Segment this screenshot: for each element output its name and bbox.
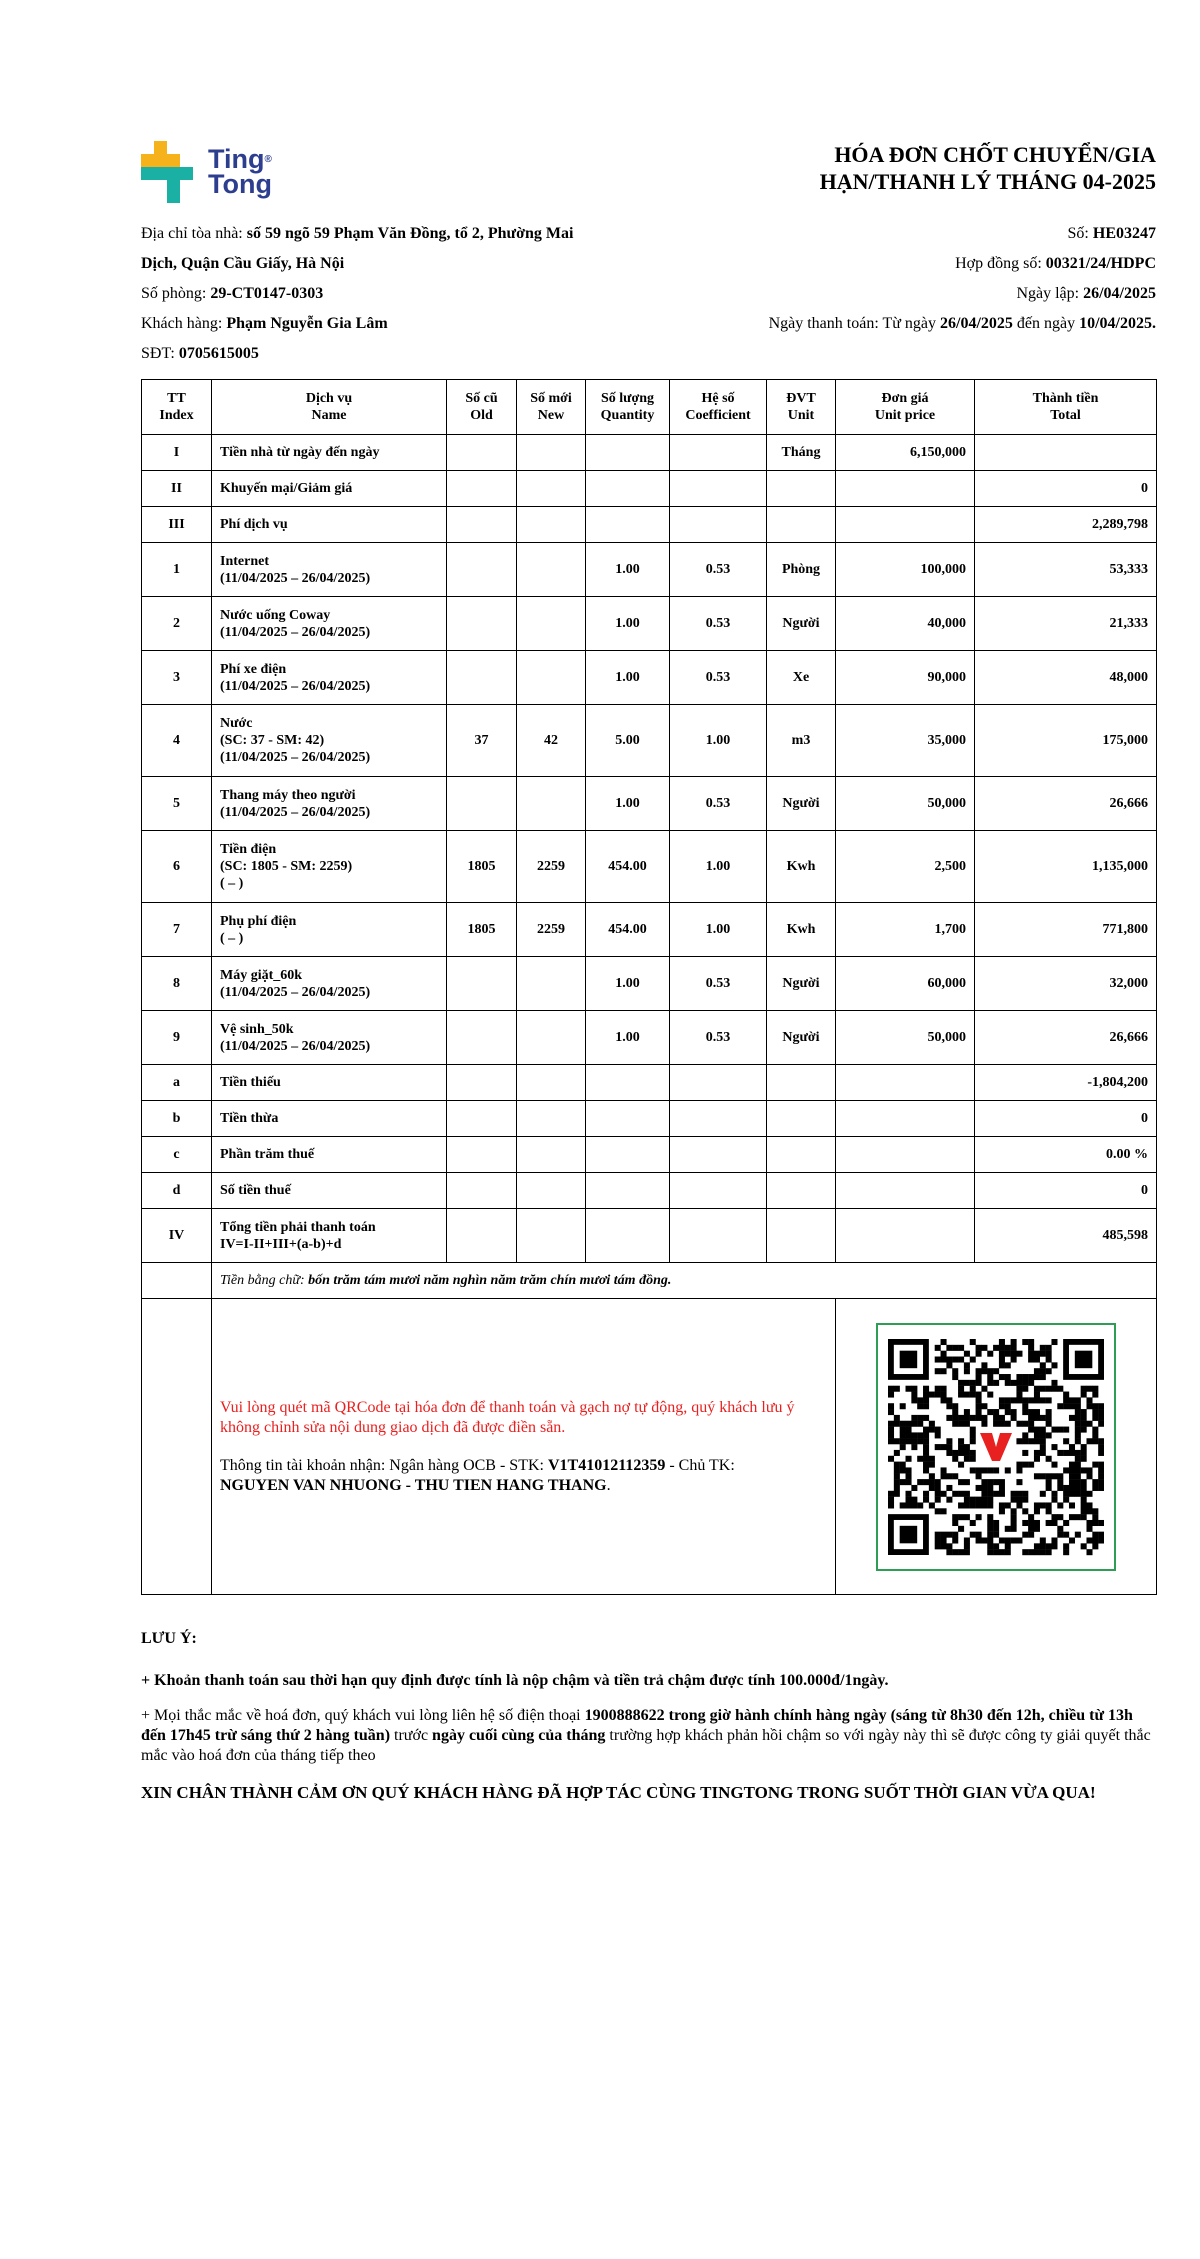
- cell-new: [517, 957, 586, 1011]
- cell-idx: d: [142, 1173, 212, 1209]
- table-row: [142, 543, 1157, 597]
- cell-coef: [670, 1137, 767, 1173]
- table-row: [142, 957, 1157, 1011]
- cell-coef: 0.53: [670, 777, 767, 831]
- cell-idx: 7: [142, 903, 212, 957]
- cell-coef: [670, 1065, 767, 1101]
- cell-coef: [670, 471, 767, 507]
- cell-unit: m3: [767, 705, 836, 777]
- cell-old: [447, 1101, 517, 1137]
- cell-qty: [586, 1173, 670, 1209]
- qr-frame: [876, 1323, 1116, 1571]
- cell-coef: [670, 1101, 767, 1137]
- table-row: [142, 705, 1157, 777]
- cell-new: [517, 651, 586, 705]
- cell-new: [517, 543, 586, 597]
- cell-price: 2,500: [836, 831, 975, 903]
- cell-total: 48,000: [975, 651, 1157, 705]
- cell-idx: 5: [142, 777, 212, 831]
- cell-price: 1,700: [836, 903, 975, 957]
- qr-cell: [836, 1299, 1157, 1595]
- cell-old: [447, 1065, 517, 1101]
- room-number: Số phòng: 29-CT0147-0303: [141, 285, 324, 302]
- cell-total: 0: [975, 1173, 1157, 1209]
- cell-qty: [586, 1065, 670, 1101]
- table-row: [142, 831, 1157, 903]
- table-row: [142, 507, 1157, 543]
- amount-in-words-row: [142, 1263, 1157, 1299]
- cell-name: Thang máy theo người (11/04/2025 – 26/04/2025): [212, 777, 447, 831]
- column-header: Hệ số Coefficient: [670, 380, 767, 435]
- cell-unit: Tháng: [767, 435, 836, 471]
- cell-qty: 1.00: [586, 1011, 670, 1065]
- cell-coef: 0.53: [670, 597, 767, 651]
- cell-unit: Kwh: [767, 831, 836, 903]
- cell-old: [447, 651, 517, 705]
- cell-name: Phí xe điện (11/04/2025 – 26/04/2025): [212, 651, 447, 705]
- cell-new: 42: [517, 705, 586, 777]
- qr-instruction: Vui lòng quét mã QRCode tại hóa đơn để thanh toán và gạch nợ tự động, quý khách lưu ý không chỉnh sửa nội dung giao dịch đã được điền sẵn.: [220, 1398, 795, 1436]
- column-header: Thành tiền Total: [975, 380, 1157, 435]
- table-row: [142, 1065, 1157, 1101]
- cell-total: 485,598: [975, 1209, 1157, 1263]
- payment-row: [142, 1299, 1157, 1595]
- cell-unit: [767, 1101, 836, 1137]
- cell-total: 26,666: [975, 1011, 1157, 1065]
- cell-coef: [670, 1173, 767, 1209]
- cell-price: 50,000: [836, 777, 975, 831]
- invoice-title: HÓA ĐƠN CHỐT CHUYỂN/GIA HẠN/THANH LÝ THÁNG 04-2025: [819, 142, 1156, 194]
- cell-price: [836, 1209, 975, 1263]
- logo-wordmark: Ting® Tong: [208, 144, 272, 199]
- cell-name: Nước uống Coway (11/04/2025 – 26/04/2025): [212, 597, 447, 651]
- cell-coef: 1.00: [670, 903, 767, 957]
- cell-old: 1805: [447, 903, 517, 957]
- cell-unit: [767, 1137, 836, 1173]
- cell-qty: 1.00: [586, 957, 670, 1011]
- cell-qty: [586, 1137, 670, 1173]
- cell-new: [517, 1137, 586, 1173]
- cell-coef: 1.00: [670, 705, 767, 777]
- cell-unit: Kwh: [767, 903, 836, 957]
- cell-coef: 0.53: [670, 651, 767, 705]
- cell-unit: Người: [767, 777, 836, 831]
- cell-price: [836, 1173, 975, 1209]
- cell-qty: 454.00: [586, 831, 670, 903]
- cell-old: 37: [447, 705, 517, 777]
- customer-name: Khách hàng: Phạm Nguyễn Gia Lâm: [141, 315, 388, 332]
- cell-qty: [586, 471, 670, 507]
- invoice-table: [141, 379, 1157, 1595]
- cell-qty: 1.00: [586, 543, 670, 597]
- invoice-number: Số: HE03247: [1067, 225, 1156, 242]
- table-row: [142, 1137, 1157, 1173]
- cell-unit: [767, 1173, 836, 1209]
- cell-idx: 4: [142, 705, 212, 777]
- cell-unit: Xe: [767, 651, 836, 705]
- cell-idx: c: [142, 1137, 212, 1173]
- cell-coef: 1.00: [670, 831, 767, 903]
- column-header: Đơn giá Unit price: [836, 380, 975, 435]
- cell-old: [447, 597, 517, 651]
- cell-total: 1,135,000: [975, 831, 1157, 903]
- invoice-header: [141, 135, 1156, 225]
- cell-idx: I: [142, 435, 212, 471]
- cell-name: Tổng tiền phải thanh toán IV=I-II+III+(a-b)+d: [212, 1209, 447, 1263]
- cell-qty: [586, 507, 670, 543]
- table-row: [142, 1173, 1157, 1209]
- invoice-page: [141, 135, 1156, 1802]
- logo-mark-icon: [141, 141, 203, 203]
- cell-idx: 9: [142, 1011, 212, 1065]
- cell-total: 0: [975, 471, 1157, 507]
- cell-name: Máy giặt_60k (11/04/2025 – 26/04/2025): [212, 957, 447, 1011]
- cell-old: [447, 1137, 517, 1173]
- table-row: [142, 903, 1157, 957]
- table-header-row: [142, 380, 1157, 435]
- cell-new: [517, 1011, 586, 1065]
- cell-unit: [767, 1065, 836, 1101]
- cell-idx: 1: [142, 543, 212, 597]
- cell-new: [517, 1173, 586, 1209]
- cell-unit: Người: [767, 597, 836, 651]
- cell-old: [447, 957, 517, 1011]
- address-line-2: Dịch, Quận Cầu Giấy, Hà Nội: [141, 255, 345, 272]
- cell-name: Phí dịch vụ: [212, 507, 447, 543]
- cell-idx: II: [142, 471, 212, 507]
- cell-price: [836, 471, 975, 507]
- cell-new: [517, 435, 586, 471]
- thanks-message: XIN CHÂN THÀNH CẢM ƠN QUÝ KHÁCH HÀNG ĐÃ HỢP TÁC CÙNG TINGTONG TRONG SUỐT THỜI GIAN VỪA QUA!: [141, 1783, 1096, 1802]
- cell-price: 35,000: [836, 705, 975, 777]
- cell-new: [517, 777, 586, 831]
- cell-total: 0.00 %: [975, 1137, 1157, 1173]
- cell-name: Phụ phí điện ( – ): [212, 903, 447, 957]
- issue-date: Ngày lập: 26/04/2025: [1016, 285, 1156, 302]
- cell-old: [447, 1173, 517, 1209]
- cell-old: [447, 507, 517, 543]
- cell-total: 26,666: [975, 777, 1157, 831]
- cell-price: [836, 1101, 975, 1137]
- cell-unit: Người: [767, 1011, 836, 1065]
- cell-total: 21,333: [975, 597, 1157, 651]
- cell-total: 53,333: [975, 543, 1157, 597]
- cell-price: [836, 507, 975, 543]
- address-line-1: Địa chỉ tòa nhà: số 59 ngõ 59 Phạm Văn Đồng, tổ 2, Phường Mai: [141, 225, 574, 242]
- cell-price: [836, 1137, 975, 1173]
- cell-price: 40,000: [836, 597, 975, 651]
- cell-name: Vệ sinh_50k (11/04/2025 – 26/04/2025): [212, 1011, 447, 1065]
- cell-new: [517, 507, 586, 543]
- cell-idx: a: [142, 1065, 212, 1101]
- column-header: TT Index: [142, 380, 212, 435]
- cell-price: 60,000: [836, 957, 975, 1011]
- cell-qty: 454.00: [586, 903, 670, 957]
- cell-name: Khuyến mại/Giảm giá: [212, 471, 447, 507]
- cell-qty: [586, 1209, 670, 1263]
- cell-unit: [767, 507, 836, 543]
- cell-total: 0: [975, 1101, 1157, 1137]
- invoice-info: [141, 225, 1156, 375]
- payment-period: Ngày thanh toán: Từ ngày 26/04/2025 đến ngày 10/04/2025.: [768, 315, 1156, 332]
- cell-old: [447, 435, 517, 471]
- cell-new: [517, 1101, 586, 1137]
- table-row: [142, 651, 1157, 705]
- table-row: [142, 471, 1157, 507]
- cell-coef: [670, 507, 767, 543]
- column-header: ĐVT Unit: [767, 380, 836, 435]
- cell-name: Tiền thừa: [212, 1101, 447, 1137]
- cell-unit: [767, 1209, 836, 1263]
- cell-idx: 8: [142, 957, 212, 1011]
- cell-qty: 1.00: [586, 597, 670, 651]
- cell-coef: [670, 1209, 767, 1263]
- table-row: [142, 1011, 1157, 1065]
- cell-price: 100,000: [836, 543, 975, 597]
- column-header: Số cũ Old: [447, 380, 517, 435]
- note-contact: + Mọi thắc mắc về hoá đơn, quý khách vui lòng liên hệ số điện thoại 1900888622 trong giờ hành chính hàng ngày (sáng từ 8h30 đến 12h, chiều từ 13h đến 17h45 trừ sáng thứ 2 hàng tuần) trước ngày cuối cùng của tháng trường hợp khách phản hồi chậm so với ngày này thì sẽ được công ty giải quyết thắc mắc vào hoá đơn của tháng tiếp theo: [141, 1707, 1151, 1764]
- cell-name: Nước (SC: 37 - SM: 42) (11/04/2025 – 26/04/2025): [212, 705, 447, 777]
- cell-total: 771,800: [975, 903, 1157, 957]
- cell-coef: 0.53: [670, 1011, 767, 1065]
- cell-new: [517, 597, 586, 651]
- customer-phone: SĐT: 0705615005: [141, 345, 259, 362]
- cell-name: Tiền thiếu: [212, 1065, 447, 1101]
- cell-total: 32,000: [975, 957, 1157, 1011]
- cell-unit: [767, 471, 836, 507]
- cell-total: -1,804,200: [975, 1065, 1157, 1101]
- cell-coef: 0.53: [670, 543, 767, 597]
- table-row: [142, 1101, 1157, 1137]
- cell-name: Phần trăm thuế: [212, 1137, 447, 1173]
- notes-title: LƯU Ý:: [141, 1630, 197, 1647]
- cell-unit: Người: [767, 957, 836, 1011]
- cell-old: [447, 1011, 517, 1065]
- cell-name: Tiền nhà từ ngày đến ngày: [212, 435, 447, 471]
- cell-idx: 6: [142, 831, 212, 903]
- cell-old: [447, 471, 517, 507]
- cell-unit: Phòng: [767, 543, 836, 597]
- cell-qty: 1.00: [586, 651, 670, 705]
- cell-idx: IV: [142, 1209, 212, 1263]
- cell-qty: 1.00: [586, 777, 670, 831]
- cell-total: [975, 435, 1157, 471]
- table-row: [142, 597, 1157, 651]
- payment-qr-code[interactable]: [888, 1335, 1104, 1559]
- cell-old: [447, 1209, 517, 1263]
- notes-section: [141, 1630, 1156, 1803]
- cell-price: [836, 1065, 975, 1101]
- tingtong-logo: [141, 141, 272, 203]
- cell-price: 90,000: [836, 651, 975, 705]
- cell-old: [447, 543, 517, 597]
- cell-price: 6,150,000: [836, 435, 975, 471]
- contract-number: Hợp đồng số: 00321/24/HDPC: [955, 255, 1156, 272]
- cell-name: Tiền điện (SC: 1805 - SM: 2259) ( – ): [212, 831, 447, 903]
- payment-info: [212, 1299, 836, 1595]
- cell-qty: 5.00: [586, 705, 670, 777]
- cell-qty: [586, 435, 670, 471]
- cell-price: 50,000: [836, 1011, 975, 1065]
- cell-total: 175,000: [975, 705, 1157, 777]
- table-row: [142, 435, 1157, 471]
- cell-idx: b: [142, 1101, 212, 1137]
- cell-idx: III: [142, 507, 212, 543]
- cell-old: [447, 777, 517, 831]
- cell-new: 2259: [517, 903, 586, 957]
- cell-new: [517, 471, 586, 507]
- cell-name: Số tiền thuế: [212, 1173, 447, 1209]
- column-header: Dịch vụ Name: [212, 380, 447, 435]
- cell-idx: 2: [142, 597, 212, 651]
- column-header: Số mới New: [517, 380, 586, 435]
- cell-qty: [586, 1101, 670, 1137]
- cell-coef: 0.53: [670, 957, 767, 1011]
- bank-account-info: Thông tin tài khoản nhận: Ngân hàng OCB - STK: V1T41012112359 - Chủ TK: NGUYEN VAN NHUONG - THU TIEN HANG THANG.: [220, 1456, 735, 1494]
- cell-coef: [670, 435, 767, 471]
- cell-total: 2,289,798: [975, 507, 1157, 543]
- table-row: [142, 777, 1157, 831]
- cell-new: 2259: [517, 831, 586, 903]
- cell-old: 1805: [447, 831, 517, 903]
- note-late-payment: + Khoản thanh toán sau thời hạn quy định được tính là nộp chậm và tiền trả chậm được tính 100.000đ/1ngày.: [141, 1672, 889, 1689]
- cell-name: Internet (11/04/2025 – 26/04/2025): [212, 543, 447, 597]
- table-row: [142, 1209, 1157, 1263]
- column-header: Số lượng Quantity: [586, 380, 670, 435]
- cell-new: [517, 1065, 586, 1101]
- cell-idx: 3: [142, 651, 212, 705]
- cell-new: [517, 1209, 586, 1263]
- amount-in-words: Tiền bằng chữ: bốn trăm tám mươi năm nghìn năm trăm chín mươi tám đồng.: [212, 1263, 1157, 1299]
